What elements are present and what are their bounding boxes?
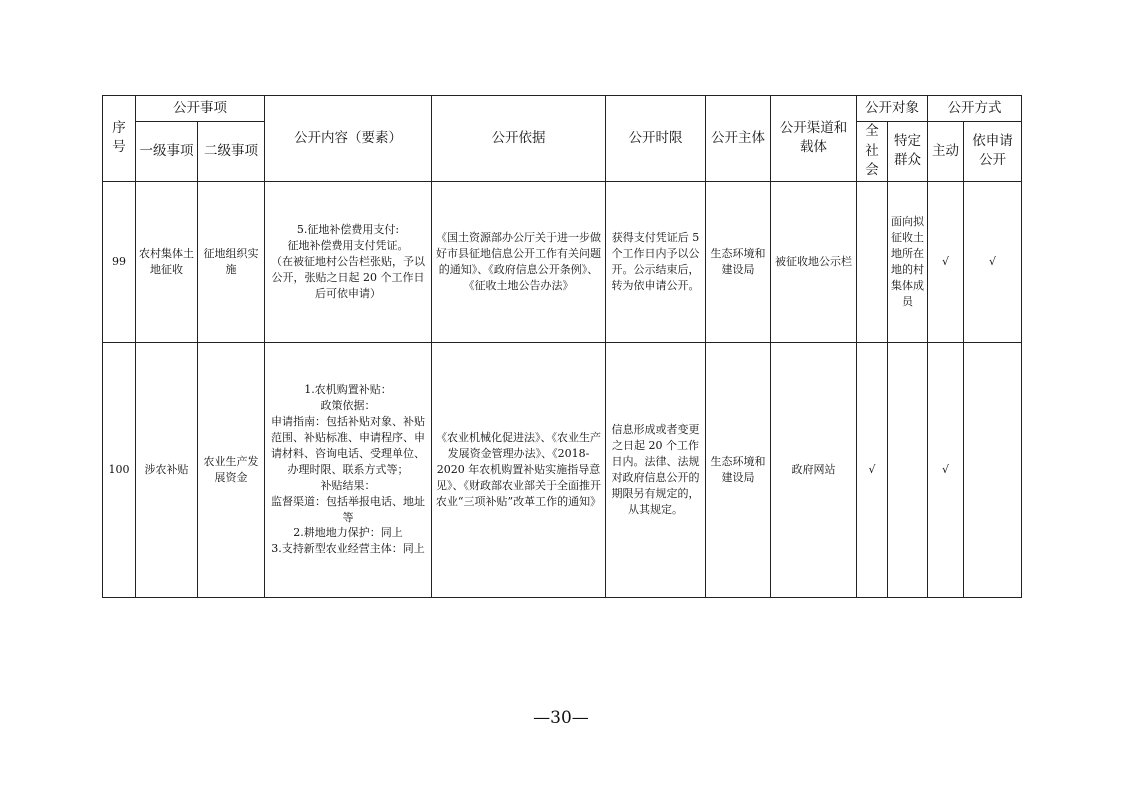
header-channel: 公开渠道和载体 [771, 96, 857, 182]
row-level1: 涉农补贴 [136, 342, 198, 597]
table-row [103, 342, 1022, 597]
row-time-limit: 获得支付凭证后 5 个工作日内予以公开。公示结束后，转为依申请公开。 [606, 181, 706, 342]
row-channel: 政府网站 [771, 342, 857, 597]
row-basis: 《国土资源部办公厅关于进一步做好市县征地信息公开工作有关问题的通知》、《政府信息公开条例》、《征收土地公告办法》 [432, 181, 606, 342]
table-row [103, 181, 1022, 342]
row-target-all: √ [857, 342, 888, 597]
row-subject: 生态环境和建设局 [706, 342, 771, 597]
header-gongkai-shixiang: 公开事项 [136, 96, 265, 122]
content-line: 1.农机购置补贴： [304, 383, 392, 397]
content-line: （在被征地村公告栏张贴，予以公开，张贴之日起 20 个工作日后可依申请） [271, 254, 425, 300]
header-content: 公开内容（要素） [265, 96, 432, 182]
header-time-limit: 公开时限 [606, 96, 706, 182]
header-target-all: 全社会 [857, 122, 888, 182]
header-method-active: 主动 [928, 122, 964, 182]
row-level2: 农业生产发展资金 [198, 342, 265, 597]
header-level2: 二级事项 [198, 122, 265, 182]
content-line: 2.耕地地力保护：同上 [293, 526, 403, 540]
row-content [265, 342, 432, 597]
row-channel: 被征收地公示栏 [771, 181, 857, 342]
header-target: 公开对象 [857, 96, 928, 122]
content-line: 5.征地补偿费用支付: [296, 222, 400, 236]
row-target-specific: 面向拟征收土地所在地的村集体成员 [888, 181, 928, 342]
row-target-specific [888, 342, 928, 597]
content-line: 征地补偿费用支付凭证。 [287, 238, 409, 252]
header-basis: 公开依据 [432, 96, 606, 182]
content-line: 政策依据： [320, 398, 376, 412]
header-method: 公开方式 [928, 96, 1022, 122]
header-method-apply: 依申请公开 [964, 122, 1022, 182]
row-level1: 农村集体土地征收 [136, 181, 198, 342]
page-number: —30— [533, 708, 589, 728]
row-level2: 征地组织实施 [198, 181, 265, 342]
row-basis: 《农业机械化促进法》、《农业生产发展资金管理办法》、《2018-2020 年农机购置补贴实施指导意见》、《财政部农业部关于全面推开农业“三项补贴”改革工作的通知》 [432, 342, 606, 597]
row-method-apply: √ [964, 181, 1022, 342]
row-method-active: √ [928, 181, 964, 342]
content-line: 补贴结果： [320, 478, 376, 492]
row-seq: 99 [103, 181, 136, 342]
row-method-active: √ [928, 342, 964, 597]
row-subject: 生态环境和建设局 [706, 181, 771, 342]
header-subject: 公开主体 [706, 96, 771, 182]
row-time-limit: 信息形成或者变更之日起 20 个工作日内。法律、法规对政府信息公开的期限另有规定的，从其规定。 [606, 342, 706, 597]
header-level1: 一级事项 [136, 122, 198, 182]
row-method-apply [964, 342, 1022, 597]
disclosure-table [102, 95, 1022, 598]
row-seq: 100 [103, 342, 136, 597]
row-target-all [857, 181, 888, 342]
header-seq: 序号 [103, 96, 136, 182]
row-content [265, 181, 432, 342]
content-line: 监督渠道：包括举报电话、地址等 [271, 494, 425, 524]
content-line: 3.支持新型农业经营主体：同上 [271, 542, 425, 556]
header-target-specific: 特定群众 [888, 122, 928, 182]
content-line: 申请指南：包括补贴对象、补贴范围、补贴标准、申请程序、申请材料、咨询电话、受理单位、办理时限、联系方式等； [271, 414, 425, 476]
